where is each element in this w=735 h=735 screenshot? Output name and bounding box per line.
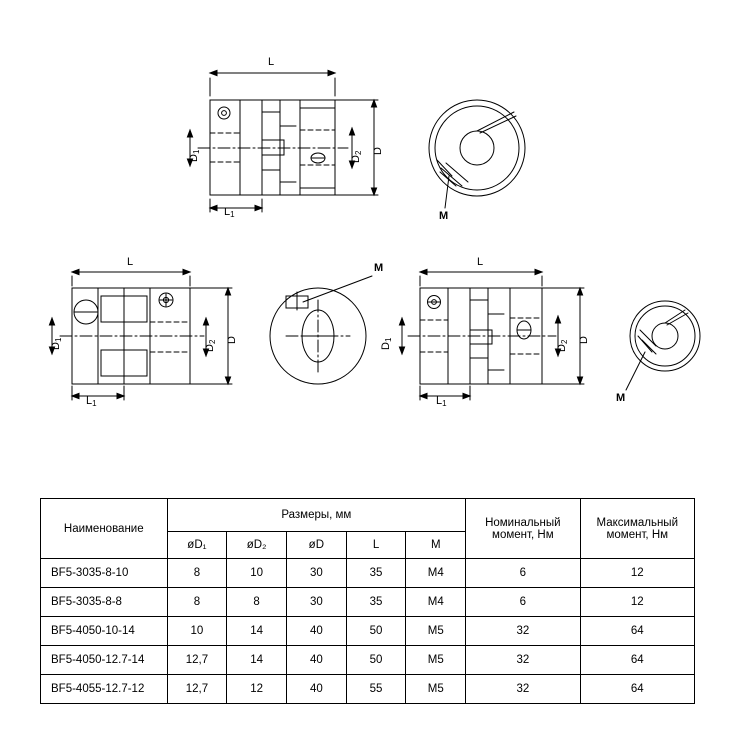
header-maximum-torque <box>580 499 694 559</box>
cell-d1: 10 <box>167 617 227 646</box>
header-d: øD <box>286 532 346 559</box>
header-maximum-line2: момент, Нм <box>606 528 669 541</box>
cell-nominal: 32 <box>466 675 580 704</box>
header-l: L <box>346 532 406 559</box>
callout-M-view2: M <box>439 210 449 222</box>
dim-label-D1-view5: $D_1$ <box>380 337 393 350</box>
cell-nominal: 6 <box>466 559 580 588</box>
cell-l: 50 <box>346 646 406 675</box>
dim-label-D2-view1: $D_2$ <box>350 150 363 163</box>
dim-label-D1-view1: $D_1$ <box>188 149 201 162</box>
cell-l: 55 <box>346 675 406 704</box>
cell-l: 35 <box>346 559 406 588</box>
table-header-row-1 <box>41 499 695 532</box>
cell-m: M4 <box>406 559 466 588</box>
cell-m: M5 <box>406 617 466 646</box>
cell-d2: 14 <box>227 617 287 646</box>
view-bottom-right-circle <box>626 301 700 390</box>
table-row <box>41 588 695 617</box>
view-bottom-right <box>399 269 584 400</box>
cell-m: M4 <box>406 588 466 617</box>
cell-name: BF5-3035-8-8 <box>41 588 168 617</box>
header-maximum-line1: Максимальный <box>596 516 678 529</box>
cell-d: 40 <box>286 617 346 646</box>
cell-maximum: 64 <box>580 617 694 646</box>
cell-d: 40 <box>286 646 346 675</box>
cell-d1: 12,7 <box>167 646 227 675</box>
table-row <box>41 559 695 588</box>
view-top-circle <box>429 100 525 208</box>
cell-name: BF5-4050-12.7-14 <box>41 646 168 675</box>
dim-label-D-view5: D <box>578 336 590 344</box>
view-bottom-left <box>49 269 232 400</box>
dim-label-L-view3: L <box>127 256 134 268</box>
cell-d2: 14 <box>227 646 287 675</box>
cell-m: M5 <box>406 646 466 675</box>
header-nominal-line2: момент, Нм <box>492 528 554 541</box>
dim-label-D-view1: D <box>372 147 384 155</box>
dim-label-L1-view1: $L_1$ <box>224 206 235 219</box>
table-row <box>41 646 695 675</box>
cell-name: BF5-4055-12.7-12 <box>41 675 168 704</box>
cell-d2: 12 <box>227 675 287 704</box>
dim-label-D2-view5: $D_2$ <box>556 339 569 352</box>
header-sizes-group: Размеры, мм <box>167 499 466 532</box>
header-m: M <box>406 532 466 559</box>
dim-label-D-view3: D <box>226 336 238 344</box>
cell-d2: 10 <box>227 559 287 588</box>
callout-M-view4: M <box>374 262 384 274</box>
header-d2: øD₂ <box>227 532 287 559</box>
cell-d1: 8 <box>167 588 227 617</box>
cell-maximum: 12 <box>580 588 694 617</box>
dim-label-D2-view3: $D_2$ <box>204 339 217 352</box>
cell-d: 30 <box>286 588 346 617</box>
cell-maximum: 12 <box>580 559 694 588</box>
cell-d: 30 <box>286 559 346 588</box>
header-d1: øD₁ <box>167 532 227 559</box>
cell-name: BF5-3035-8-10 <box>41 559 168 588</box>
cell-d1: 12,7 <box>167 675 227 704</box>
cell-nominal: 6 <box>466 588 580 617</box>
header-name: Наименование <box>41 499 168 559</box>
dim-label-L1-view5: $L_1$ <box>436 395 447 408</box>
cell-name: BF5-4050-10-14 <box>41 617 168 646</box>
table-row <box>41 617 695 646</box>
view-top-assembly <box>187 70 378 212</box>
dim-label-L-view1: L <box>268 56 275 68</box>
cell-nominal: 32 <box>466 646 580 675</box>
cell-maximum: 64 <box>580 646 694 675</box>
dim-label-D1-view3: $D_1$ <box>50 337 63 350</box>
cell-l: 35 <box>346 588 406 617</box>
header-nominal-torque <box>466 499 580 559</box>
cell-m: M5 <box>406 675 466 704</box>
cell-l: 50 <box>346 617 406 646</box>
view-bottom-left-circle <box>270 276 372 384</box>
specification-table <box>40 498 695 704</box>
callout-M-view6: M <box>616 392 626 404</box>
header-nominal-line1: Номинальный <box>485 516 561 529</box>
cell-d: 40 <box>286 675 346 704</box>
cell-d2: 8 <box>227 588 287 617</box>
table-row <box>41 675 695 704</box>
cell-nominal: 32 <box>466 617 580 646</box>
cell-maximum: 64 <box>580 675 694 704</box>
dim-label-L-view5: L <box>477 256 484 268</box>
dim-label-L1-view3: $L_1$ <box>86 395 97 408</box>
cell-d1: 8 <box>167 559 227 588</box>
table-body <box>41 559 695 704</box>
